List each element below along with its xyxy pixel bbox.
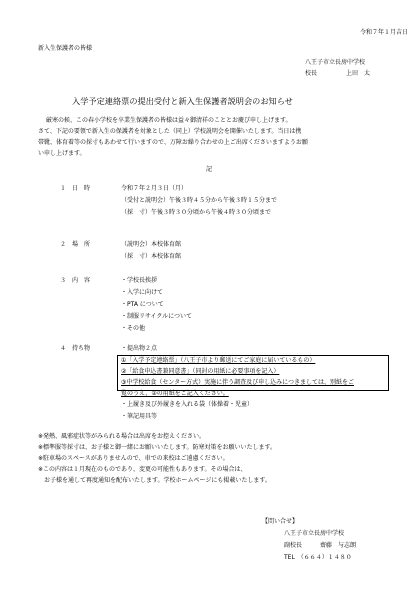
note-line: ※発熱、風邪症状等がみられる場合は出席をお控えください。	[38, 433, 206, 440]
submission-item-2: ②「給食申込書兼同意書」（同封の用紙に必要事項を記入）	[121, 368, 280, 375]
content-line: ・PTA について	[121, 301, 164, 308]
content-line: ・その他	[121, 325, 146, 332]
content-line: ・学校長挨拶	[121, 277, 158, 284]
submission-item-3: ③中学校給食（センター方式）実施に伴う調査及び申し込みにつきましては、別紙をご	[121, 379, 355, 386]
submission-item-1: ①「入学予定連絡票」（八王子市より郵送にてご家庭に届いているもの）	[121, 357, 316, 364]
principal-name: 上田 太	[346, 70, 371, 77]
submission-item-3-cont: 覧のうえ、②の用紙をご記入ください。	[121, 390, 229, 397]
contact-school: 八王子市立長房中学校	[284, 530, 345, 537]
issue-date: 令和７年１月吉日	[360, 29, 409, 36]
belongings-head: ・提出物２点	[121, 345, 158, 352]
intro-line: 帯靴、体育着等の採寸もあわせて行いますので、万障お繰り合わせの上ご出席くださいますようお願	[38, 139, 308, 146]
belongings-extra: ・上履き及び外履きを入れる袋（体操着・児童）	[121, 401, 254, 408]
document-title: 入学予定連絡票の提出受付と新入生保護者説明会のお知らせ	[72, 96, 293, 106]
note-line: ※駐車場のスペースがありませんので、車での来校はご遠慮ください。	[38, 455, 229, 462]
contact-vice-name: 齋藤 与志朗	[320, 542, 357, 549]
intro-line: 厳寒の候、この春小学校を卒業生保護者の皆様は益々御清祥のこととお慶び申し上げます。	[46, 117, 292, 124]
item-label-datetime: １ 日 時	[60, 185, 91, 192]
time-line: （受付と説明会）午後３時４５分から午後３時１５分まで	[121, 197, 278, 204]
item-label-content: ３ 内 容	[60, 277, 91, 284]
note-line: ※標準服等採寸は、お子様と御一緒にお願いいたします。防寒対策をお願いいたします。	[38, 444, 277, 451]
content-line: ・制服リサイクルについて	[121, 313, 193, 320]
event-date: 令和７年２月３日（月）	[121, 185, 188, 192]
contact-heading: 【問い合せ】	[262, 518, 299, 525]
note-line: ※この内容は１月現在のものであり、変更の可能性もあります。その場合は、	[38, 466, 247, 473]
content-line: ・入学に向けて	[121, 289, 164, 296]
intro-line: さて、下記の要領で新入生の保護者を対象とした（同上）学校説明会を開催いたします。当日は携	[38, 128, 302, 135]
intro-line: い申し上げます。	[38, 150, 86, 157]
place-line: （説明会）本校体育館	[121, 241, 182, 248]
ki-mark: 記	[206, 166, 213, 173]
recipient: 新入生保護者の皆様	[38, 45, 93, 52]
item-label-place: ２ 場 所	[60, 241, 91, 248]
time-line: （採 寸）午後３時３０分頃から午後４時３０分頃まで	[121, 209, 272, 216]
contact-vice-title: 副校長	[284, 542, 303, 549]
item-label-belongings: ４ 持ち物	[60, 345, 91, 352]
note-line: お子様を通して再度通知を配布いたします。学校ホームページにも掲載いたします。	[38, 477, 271, 484]
belongings-extra: ・筆記用具等	[121, 413, 158, 420]
contact-tel: TEL （６６４）１４８０	[284, 554, 352, 561]
place-line: （採 寸）本校体育館	[121, 253, 182, 260]
principal-title: 校長	[305, 70, 318, 77]
school-name: 八王子市立長房中学校	[305, 59, 366, 66]
